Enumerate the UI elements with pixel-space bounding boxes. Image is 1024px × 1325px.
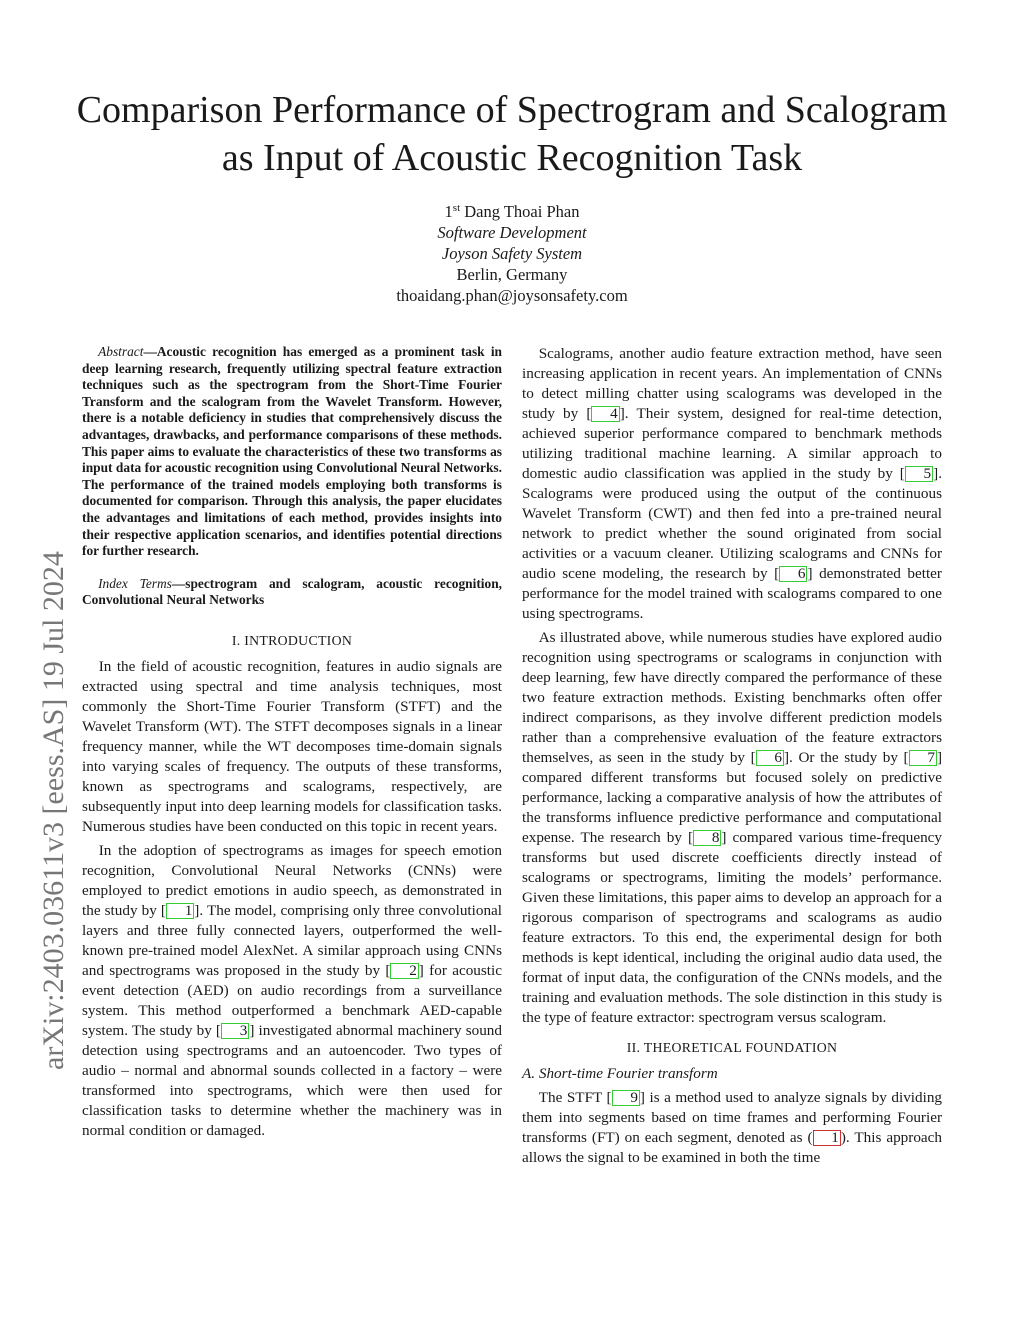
left-column [82,344,502,1145]
citation-link[interactable]: 9 [612,1090,640,1106]
citation-link[interactable]: 3 [221,1023,249,1039]
author-block [212,201,812,306]
citation-link[interactable]: 6 [779,566,807,582]
citation-link[interactable]: 4 [591,406,619,422]
citation-link[interactable]: 1 [166,903,194,919]
citation-link[interactable]: 6 [756,750,784,766]
index-terms-label: Index Terms [98,575,172,591]
index-terms [82,576,502,609]
equation-link[interactable]: 1 [813,1130,841,1146]
text-run: ]. Their system, designed for real-time detection, achieved superior performance compared to benchmark methods utilizing traditional machine learning. A similar approach to domestic audio classification was applied in the study by [ [522,405,943,482]
author-location: Berlin, Germany [456,265,568,284]
author-organization: Joyson Safety System [441,244,583,263]
author-email[interactable]: thoaidang.phan@joysonsafety.com [396,286,628,305]
author-department: Software Development [437,223,587,242]
text-run: Scalograms, another audio feature extraction method, have seen increasing application in recent years. An implementation of CNNs to detect milling chatter using scalograms was developed in the study by [ [522,345,942,422]
citation-link[interactable]: 8 [693,830,721,846]
text-run: ] compared different transforms but focused solely on predictive performance, lacking a comparative analysis of how the attributes of the transforms influence predictive performance and computational expense. The research by [ [522,749,942,846]
author-name-line [212,201,812,222]
abstract-text: —Acoustic recognition has emerged as a prominent task in deep learning research, frequently utilizing spectral feature extraction techniques such as the spectrogram from the Short-Time Fourier Transform and the scalogram from the Wavelet Transform. However, there is a notable deficiency in studies that comprehensively discuss the advantages, drawbacks, and performance comparisons of these methods. This paper aims to evaluate the characteristics of these two transforms as input data for acoustic recognition using Convolutional Neural Networks. The performance of the trained models employing both transforms is documented for comparison. Through this analysis, the paper elucidates the advantages and limitations of each method, provides insights into their respective application scenarios, and identifies potential directions for further research. [82,344,502,559]
citation-link[interactable]: 5 [905,466,933,482]
text-run: ). This approach allows the signal to be examined in both the time [522,1129,942,1166]
author-number: 1 [444,202,453,221]
section-heading-introduction: I. INTRODUCTION [231,632,353,648]
right-column [522,344,942,1172]
text-run: ] compared various time-frequency transforms but used discrete coefficients directly instead of scalograms or spectrograms, limiting the models’ performance. Given these limitations, this paper aims to develop an approach for a rigorous comparison of spectrograms and scalograms as audio feature extractors. To this end, the experimental design for both methods is kept identical, including the original audio data used, the format of input data, the configuration of the CNNs models, and the training and evaluation methods. The sole distinction in this study is the type of feature extractor: spectrogram versus scalogram. [522,829,942,1026]
abstract [82,344,502,560]
intro-paragraph-2 [82,841,502,1141]
text-run: The STFT [ [538,1089,612,1106]
paper-title: Comparison Performance of Spectrogram and Scalogram as Input of Acoustic Recognition Task [76,89,948,179]
text-run: ] investigated abnormal machinery sound detection using spectrograms and an autoencoder. Two types of audio – normal and abnormal sounds collected in a factory – were transformed into spectrograms, which were then used for classification tasks to determine whether the machinery was in normal condition or damaged. [82,1021,502,1139]
index-terms-text: —spectrogram and scalogram, acoustic recognition, Convolutional Neural Networks [82,575,502,608]
text-run: As illustrated above, while numerous studies have explored audio recognition using spectrograms or scalograms in conjunction with deep learning, few have directly compared the performance of these two feature extraction methods. Existing benchmarks often offer indirect comparisons, as they involve different prediction models rather than a comprehensive evaluation of the feature extractors themselves, as seen in the study by [ [522,629,942,766]
author-ordinal: st [452,202,461,214]
text-run: ] demonstrated better performance for the model trained with scalograms compared to one using spectrograms. [522,565,942,622]
text-run: In the adoption of spectrograms as images for speech emotion recognition, Convolutional Neural Networks (CNNs) were employed to predict emotions in audio speech, as demonstrated in the study by [ [82,841,502,919]
text-run: ]. Scalograms were produced using the output of the continuous Wavelet Transform (CWT) and then fed into a pre-trained neural network to predict whether the sound originated from social activities or a vacuum cleaner. Utilizing scalograms and CNNs for audio scene modeling, the research by [ [522,465,942,582]
author-name: Dang Thoai Phan [464,202,580,221]
text-run: ] is a method used to analyze signals by dividing them into segments based on time frames and performing Fourier transforms (FT) on each segment, denoted as ( [522,1089,943,1146]
text-run: ]. Or the study by [ [784,749,909,766]
citation-link[interactable]: 2 [390,963,418,979]
intro-paragraph-4 [522,628,942,1028]
text-run: ]. The model, comprising only three convolutional layers and three fully connected layers, outperformed the well-known pre-trained model AlexNet. A similar approach using CNNs and spectrograms was proposed in the study by [ [82,901,502,979]
section-heading-theoretical-foundation: II. THEORETICAL FOUNDATION [626,1040,838,1055]
intro-paragraph-1: In the field of acoustic recognition, features in audio signals are extracted using spectral and time analysis techniques, most commonly the Short-Time Fourier Transform (STFT) and the Wavelet Transform (WT). The STFT decomposes signals in a linear frequency manner, while the WT decomposes time-domain signals into varying scales of frequency. The outputs of these transforms, known as spectrograms and scalograms, respectively, are subsequently input into deep learning models for classification tasks. Numerous studies have been conducted on this topic in recent years. [82,657,502,835]
intro-paragraph-3 [522,344,942,624]
stft-paragraph [522,1088,942,1168]
text-run: ] for acoustic event detection (AED) on audio recordings from a surveillance system. This method outperformed a benchmark AED-capable system. The study by [ [82,961,502,1039]
abstract-label: Abstract [98,344,144,359]
subsection-heading-stft: A. Short-time Fourier transform [522,1065,718,1082]
citation-link[interactable]: 7 [909,750,937,766]
arxiv-identifier: arXiv:2403.03611v3 [eess.AS] 19 Jul 2024 [37,551,70,1070]
